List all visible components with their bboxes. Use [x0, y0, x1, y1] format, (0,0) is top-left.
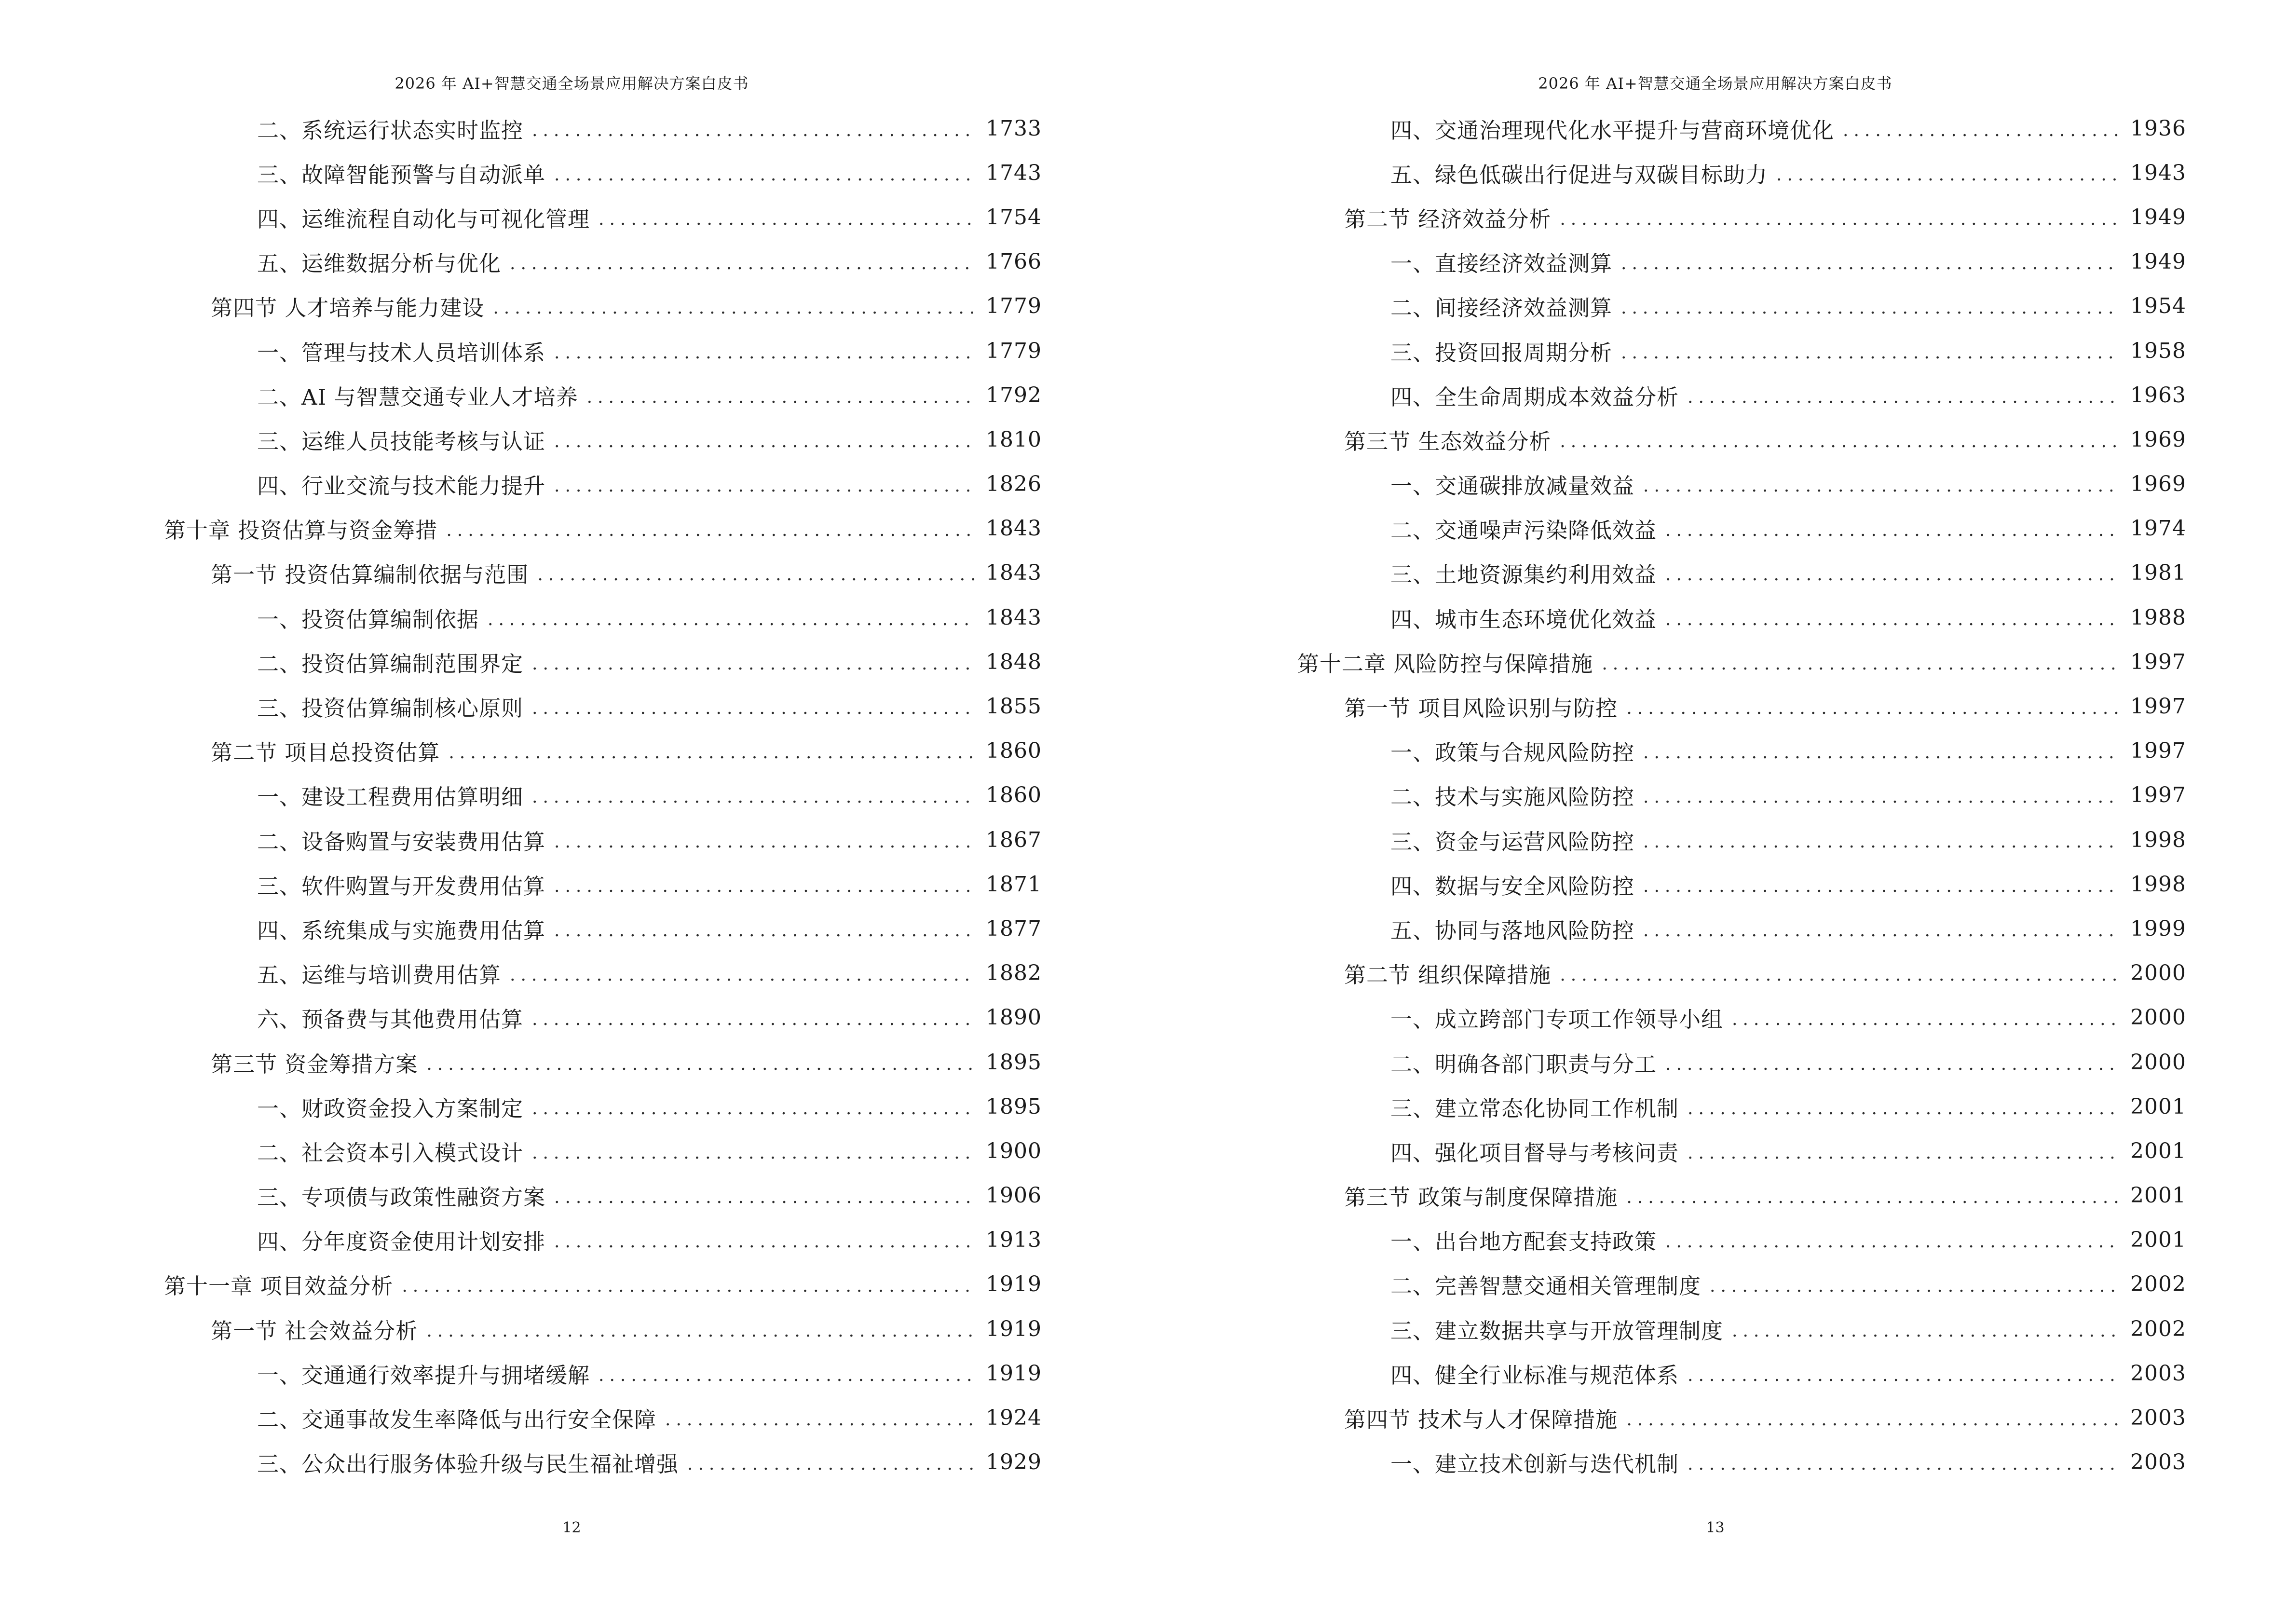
toc-entry-page-number: 1743: [986, 160, 1042, 185]
toc-dot-leader: [532, 1143, 975, 1163]
toc-entry-title: 二、明确各部门职责与分工: [1390, 1051, 1657, 1077]
toc-dot-leader: [554, 832, 975, 852]
toc-entry-page-number: 1906: [986, 1183, 1042, 1208]
toc-entry-page-number: 1919: [986, 1272, 1042, 1297]
toc-entry-page-number: 1792: [986, 382, 1042, 408]
toc-entry-title: 第三节 生态效益分析: [1344, 428, 1552, 454]
toc-entry-title: 一、出台地方配套支持政策: [1390, 1229, 1657, 1255]
toc-page-right: [1144, 0, 2287, 1624]
toc-dot-leader: [532, 121, 975, 140]
toc-dot-leader: [1560, 965, 2120, 985]
toc-dot-leader: [532, 787, 975, 807]
toc-entry-page-number: 2001: [2130, 1228, 2186, 1253]
toc-entry-page-number: 1958: [2130, 338, 2186, 363]
toc-entry-page-number: 1919: [986, 1316, 1042, 1341]
toc-chapter-entry[interactable]: [164, 1262, 1042, 1307]
toc-entry-page-number: 1997: [2130, 649, 2186, 674]
toc-entry-title: 第十章 投资估算与资金筹措: [164, 518, 438, 544]
toc-subsection-entry[interactable]: [164, 684, 1042, 728]
toc-subsection-entry[interactable]: [1297, 862, 2186, 906]
toc-entry-title: 三、专项债与政策性融资方案: [257, 1185, 546, 1211]
toc-subsection-entry[interactable]: [1297, 1351, 2186, 1395]
toc-entry-page-number: 1919: [986, 1361, 1042, 1386]
toc-entry-title: 三、投资估算编制核心原则: [257, 696, 524, 722]
toc-entry-title: 五、运维与培训费用估算: [257, 962, 502, 988]
toc-entry-page-number: 1779: [986, 294, 1042, 319]
toc-subsection-entry[interactable]: [164, 1395, 1042, 1440]
toc-entry-page-number: 1860: [986, 738, 1042, 764]
running-header: 2026 年 AI+智慧交通全场景应用解决方案白皮书: [1538, 74, 1892, 93]
toc-dot-leader: [1621, 298, 2120, 318]
toc-entry-title: 第三节 资金筹措方案: [211, 1051, 418, 1077]
toc-dot-leader: [1688, 387, 2120, 407]
toc-entry-title: 四、健全行业标准与规范体系: [1390, 1362, 1679, 1388]
toc-subsection-entry[interactable]: [1297, 373, 2186, 417]
toc-entry-page-number: 1779: [986, 338, 1042, 363]
toc-entry-page-number: 1900: [986, 1138, 1042, 1163]
toc-entry-title: 四、交通治理现代化水平提升与营商环境优化: [1390, 117, 1835, 143]
toc-subsection-entry[interactable]: [1297, 284, 2186, 328]
toc-entry-page-number: 2002: [2130, 1316, 2186, 1341]
toc-entry-title: 三、建立数据共享与开放管理制度: [1390, 1318, 1724, 1344]
toc-dot-leader: [587, 387, 975, 407]
toc-dot-leader: [1732, 1321, 2120, 1341]
toc-entry-title: 五、协同与落地风险防控: [1390, 917, 1635, 943]
running-header: 2026 年 AI+智慧交通全场景应用解决方案白皮书: [395, 74, 749, 93]
toc-dot-leader: [1665, 1054, 2120, 1074]
toc-dot-leader: [510, 254, 975, 273]
toc-dot-leader: [1688, 1099, 2120, 1119]
toc-entry-title: 二、技术与实施风险防控: [1390, 784, 1635, 810]
toc-entry-title: 第四节 技术与人才保障措施: [1344, 1407, 1618, 1433]
toc-section-entry[interactable]: [1297, 684, 2186, 728]
toc-entry-title: 第四节 人才培养与能力建设: [211, 295, 485, 321]
toc-section-entry[interactable]: [164, 1040, 1042, 1084]
toc-dot-leader: [426, 1054, 975, 1074]
toc-entry-page-number: 1998: [2130, 827, 2186, 852]
toc-entry-title: 三、故障智能预警与自动派单: [257, 162, 546, 188]
toc-dot-leader: [554, 1187, 975, 1207]
toc-subsection-entry[interactable]: [164, 1351, 1042, 1395]
toc-entry-title: 四、分年度资金使用计划安排: [257, 1229, 546, 1255]
toc-entry-page-number: 1997: [2130, 783, 2186, 808]
toc-entry-title: 第十一章 项目效益分析: [164, 1273, 394, 1299]
toc-entry-page-number: 1997: [2130, 694, 2186, 719]
toc-dot-leader: [554, 1232, 975, 1252]
toc-entry-title: 二、设备购置与安装费用估算: [257, 829, 546, 855]
toc-entry-title: 一、直接经济效益测算: [1390, 251, 1613, 277]
toc-entry-title: 三、投资回报周期分析: [1390, 340, 1613, 366]
toc-dot-leader: [1665, 610, 2120, 629]
toc-entry-page-number: 1895: [986, 1050, 1042, 1075]
toc-subsection-entry[interactable]: [164, 462, 1042, 506]
toc-entry-page-number: 2001: [2130, 1183, 2186, 1208]
page-number: 13: [1706, 1519, 1725, 1536]
toc-dot-leader: [1710, 1276, 2120, 1296]
toc-entry-title: 四、全生命周期成本效益分析: [1390, 384, 1679, 410]
toc-dot-leader: [510, 965, 975, 985]
toc-subsection-entry[interactable]: [1297, 595, 2186, 640]
toc-subsection-entry[interactable]: [164, 1218, 1042, 1262]
toc-dot-leader: [1621, 343, 2120, 363]
toc-dot-leader: [1732, 1010, 2120, 1029]
page-number: 12: [562, 1519, 581, 1536]
toc-dot-leader: [1776, 165, 2120, 185]
toc-chapter-entry[interactable]: [164, 506, 1042, 551]
toc-entry-title: 二、完善智慧交通相关管理制度: [1390, 1273, 1702, 1299]
toc-entry-title: 二、间接经济效益测算: [1390, 295, 1613, 321]
toc-dot-leader: [1665, 520, 2120, 540]
toc-dot-leader: [493, 298, 975, 318]
toc-entry-title: 一、成立跨部门专项工作领导小组: [1390, 1007, 1724, 1033]
toc-dot-leader: [1643, 876, 2120, 896]
toc-entry-page-number: 2001: [2130, 1138, 2186, 1163]
toc-entry-title: 四、强化项目督导与考核问责: [1390, 1140, 1679, 1166]
toc-entry-page-number: 1754: [986, 205, 1042, 230]
toc-entry-page-number: 1826: [986, 472, 1042, 497]
toc-entry-title: 一、建立技术创新与迭代机制: [1390, 1451, 1679, 1477]
toc-entry-title: 四、城市生态环境优化效益: [1390, 606, 1657, 632]
toc-dot-leader: [532, 1099, 975, 1119]
toc-dot-leader: [446, 520, 975, 540]
toc-entry-title: 二、交通噪声污染降低效益: [1390, 518, 1657, 544]
toc-entry-title: 三、资金与运营风险防控: [1390, 829, 1635, 855]
toc-entry-page-number: 1733: [986, 116, 1042, 141]
toc-dot-leader: [599, 209, 975, 229]
toc-dot-leader: [1560, 209, 2120, 229]
toc-entry-title: 三、建立常态化协同工作机制: [1390, 1095, 1679, 1121]
toc-subsection-entry[interactable]: [1297, 996, 2186, 1040]
toc-section-entry[interactable]: [1297, 1395, 2186, 1440]
toc-subsection-entry[interactable]: [164, 1174, 1042, 1218]
toc-entry-page-number: 1969: [2130, 427, 2186, 452]
toc-entry-page-number: 2000: [2130, 961, 2186, 986]
toc-dot-leader: [687, 1454, 975, 1474]
toc-entry-page-number: 1974: [2130, 516, 2186, 541]
toc-entry-title: 第一节 项目风险识别与防控: [1344, 696, 1618, 722]
toc-entry-title: 二、社会资本引入模式设计: [257, 1140, 524, 1166]
toc-entry-title: 一、财政资金投入方案制定: [257, 1095, 524, 1121]
toc-section-entry[interactable]: [164, 284, 1042, 328]
toc-subsection-entry[interactable]: [164, 150, 1042, 195]
toc-entry-page-number: 1890: [986, 1005, 1042, 1030]
toc-entry-page-number: 1997: [2130, 738, 2186, 764]
toc-list: [164, 106, 1042, 1485]
toc-dot-leader: [1643, 743, 2120, 763]
toc-entry-page-number: 1943: [2130, 160, 2186, 185]
toc-dot-leader: [1688, 1454, 2120, 1474]
toc-entry-page-number: 1981: [2130, 560, 2186, 586]
toc-entry-title: 一、交通碳排放减量效益: [1390, 473, 1635, 499]
toc-entry-page-number: 2003: [2130, 1450, 2186, 1475]
toc-subsection-entry[interactable]: [164, 195, 1042, 239]
toc-entry-title: 一、投资估算编制依据: [257, 606, 479, 632]
toc-subsection-entry[interactable]: [1297, 1218, 2186, 1262]
toc-subsection-entry[interactable]: [1297, 1129, 2186, 1173]
toc-dot-leader: [1643, 787, 2120, 807]
toc-subsection-entry[interactable]: [1297, 506, 2186, 551]
toc-dot-leader: [1688, 1365, 2120, 1385]
toc-section-entry[interactable]: [1297, 1174, 2186, 1218]
toc-subsection-entry[interactable]: [164, 417, 1042, 462]
toc-subsection-entry[interactable]: [1297, 1440, 2186, 1485]
toc-subsection-entry[interactable]: [1297, 150, 2186, 195]
toc-entry-title: 六、预备费与其他费用估算: [257, 1007, 524, 1033]
toc-entry-page-number: 1843: [986, 560, 1042, 586]
toc-dot-leader: [1665, 565, 2120, 585]
toc-dot-leader: [426, 1321, 975, 1341]
toc-dot-leader: [554, 343, 975, 363]
toc-entry-page-number: 2003: [2130, 1361, 2186, 1386]
toc-subsection-entry[interactable]: [164, 951, 1042, 996]
toc-dot-leader: [1643, 476, 2120, 496]
toc-entry-title: 四、行业交流与技术能力提升: [257, 473, 546, 499]
toc-entry-page-number: 1929: [986, 1450, 1042, 1475]
toc-entry-page-number: 1954: [2130, 294, 2186, 319]
toc-subsection-entry[interactable]: [1297, 729, 2186, 773]
toc-entry-page-number: 1936: [2130, 116, 2186, 141]
toc-dot-leader: [532, 698, 975, 718]
toc-dot-leader: [532, 654, 975, 674]
toc-section-entry[interactable]: [164, 1307, 1042, 1351]
toc-section-entry[interactable]: [1297, 951, 2186, 996]
toc-list: [1297, 106, 2186, 1485]
toc-entry-title: 四、运维流程自动化与可视化管理: [257, 206, 590, 232]
toc-dot-leader: [554, 432, 975, 451]
toc-dot-leader: [532, 1010, 975, 1029]
toc-entry-title: 三、公众出行服务体验升级与民生福祉增强: [257, 1451, 679, 1477]
toc-dot-leader: [1643, 921, 2120, 941]
toc-chapter-entry[interactable]: [1297, 640, 2186, 684]
toc-subsection-entry[interactable]: [164, 906, 1042, 951]
toc-section-entry[interactable]: [164, 729, 1042, 773]
toc-entry-page-number: 1969: [2130, 472, 2186, 497]
toc-entry-title: 第一节 投资估算编制依据与范围: [211, 562, 529, 588]
toc-entry-page-number: 1766: [986, 249, 1042, 274]
toc-entry-page-number: 1924: [986, 1406, 1042, 1431]
toc-subsection-entry[interactable]: [1297, 1307, 2186, 1351]
toc-subsection-entry[interactable]: [164, 996, 1042, 1040]
toc-dot-leader: [554, 165, 975, 185]
toc-entry-title: 第十二章 风险防控与保障措施: [1297, 651, 1593, 677]
toc-entry-title: 第三节 政策与制度保障措施: [1344, 1185, 1618, 1211]
toc-subsection-entry[interactable]: [1297, 1262, 2186, 1307]
toc-entry-page-number: 2000: [2130, 1005, 2186, 1030]
toc-dot-leader: [554, 476, 975, 496]
toc-dot-leader: [599, 1365, 975, 1385]
toc-entry-title: 二、交通事故发生率降低与出行安全保障: [257, 1407, 657, 1433]
toc-section-entry[interactable]: [164, 551, 1042, 595]
toc-entry-page-number: 1848: [986, 649, 1042, 674]
toc-dot-leader: [449, 743, 975, 763]
toc-entry-title: 第二节 经济效益分析: [1344, 206, 1552, 232]
toc-entry-page-number: 1882: [986, 961, 1042, 986]
toc-subsection-entry[interactable]: [164, 1440, 1042, 1485]
toc-entry-page-number: 1913: [986, 1228, 1042, 1253]
toc-entry-title: 三、土地资源集约利用效益: [1390, 562, 1657, 588]
toc-subsection-entry[interactable]: [164, 106, 1042, 150]
toc-subsection-entry[interactable]: [164, 1084, 1042, 1129]
toc-dot-leader: [402, 1276, 975, 1296]
toc-subsection-entry[interactable]: [164, 595, 1042, 640]
toc-dot-leader: [1643, 832, 2120, 852]
toc-entry-page-number: 1949: [2130, 249, 2186, 274]
toc-section-entry[interactable]: [1297, 417, 2186, 462]
toc-subsection-entry[interactable]: [1297, 906, 2186, 951]
toc-dot-leader: [1602, 654, 2120, 674]
toc-entry-title: 五、绿色低碳出行促进与双碳目标助力: [1390, 162, 1768, 188]
toc-dot-leader: [1665, 1232, 2120, 1252]
toc-subsection-entry[interactable]: [1297, 1040, 2186, 1084]
toc-entry-title: 五、运维数据分析与优化: [257, 251, 502, 277]
toc-entry-title: 一、政策与合规风险防控: [1390, 740, 1635, 766]
toc-entry-page-number: 1895: [986, 1094, 1042, 1119]
toc-subsection-entry[interactable]: [1297, 462, 2186, 506]
toc-subsection-entry[interactable]: [1297, 328, 2186, 373]
toc-section-entry[interactable]: [1297, 195, 2186, 239]
toc-entry-page-number: 1810: [986, 427, 1042, 452]
toc-subsection-entry[interactable]: [1297, 773, 2186, 818]
toc-subsection-entry[interactable]: [164, 373, 1042, 417]
toc-entry-page-number: 1871: [986, 872, 1042, 897]
toc-dot-leader: [1626, 1187, 2120, 1207]
toc-subsection-entry[interactable]: [164, 818, 1042, 862]
toc-subsection-entry[interactable]: [164, 1129, 1042, 1173]
toc-entry-title: 一、建设工程费用估算明细: [257, 784, 524, 810]
toc-dot-leader: [1843, 121, 2120, 140]
toc-entry-title: 第一节 社会效益分析: [211, 1318, 418, 1344]
toc-entry-page-number: 1860: [986, 783, 1042, 808]
toc-dot-leader: [488, 610, 975, 629]
toc-entry-page-number: 1877: [986, 916, 1042, 941]
toc-entry-title: 三、运维人员技能考核与认证: [257, 428, 546, 454]
toc-subsection-entry[interactable]: [1297, 1084, 2186, 1129]
toc-dot-leader: [1688, 1143, 2120, 1163]
toc-dot-leader: [554, 921, 975, 941]
toc-subsection-entry[interactable]: [1297, 106, 2186, 150]
toc-entry-page-number: 2001: [2130, 1094, 2186, 1119]
toc-entry-title: 一、交通通行效率提升与拥堵缓解: [257, 1362, 590, 1388]
toc-dot-leader: [537, 565, 975, 585]
toc-entry-title: 三、软件购置与开发费用估算: [257, 873, 546, 899]
toc-entry-title: 二、AI 与智慧交通专业人才培养: [257, 384, 578, 410]
toc-entry-page-number: 2002: [2130, 1272, 2186, 1297]
toc-entry-page-number: 1988: [2130, 605, 2186, 630]
toc-entry-page-number: 1998: [2130, 872, 2186, 897]
toc-entry-page-number: 2000: [2130, 1050, 2186, 1075]
toc-subsection-entry[interactable]: [164, 862, 1042, 906]
toc-entry-page-number: 1843: [986, 516, 1042, 541]
toc-subsection-entry[interactable]: [164, 328, 1042, 373]
toc-entry-title: 一、管理与技术人员培训体系: [257, 340, 546, 366]
toc-subsection-entry[interactable]: [164, 773, 1042, 818]
toc-dot-leader: [1626, 698, 2120, 718]
toc-subsection-entry[interactable]: [1297, 240, 2186, 284]
toc-dot-leader: [1560, 432, 2120, 451]
toc-entry-page-number: 1855: [986, 694, 1042, 719]
toc-entry-title: 四、系统集成与实施费用估算: [257, 917, 546, 943]
toc-entry-title: 第二节 项目总投资估算: [211, 740, 440, 766]
toc-entry-page-number: 2003: [2130, 1406, 2186, 1431]
toc-entry-title: 二、投资估算编制范围界定: [257, 651, 524, 677]
toc-entry-page-number: 1867: [986, 827, 1042, 852]
toc-entry-page-number: 1963: [2130, 382, 2186, 408]
toc-dot-leader: [1621, 254, 2120, 273]
toc-dot-leader: [665, 1410, 975, 1430]
toc-subsection-entry[interactable]: [1297, 818, 2186, 862]
toc-subsection-entry[interactable]: [1297, 551, 2186, 595]
toc-subsection-entry[interactable]: [164, 240, 1042, 284]
toc-entry-page-number: 1999: [2130, 916, 2186, 941]
toc-entry-title: 第二节 组织保障措施: [1344, 962, 1552, 988]
toc-entry-title: 二、系统运行状态实时监控: [257, 117, 524, 143]
toc-subsection-entry[interactable]: [164, 640, 1042, 684]
toc-dot-leader: [554, 876, 975, 896]
toc-entry-title: 四、数据与安全风险防控: [1390, 873, 1635, 899]
toc-dot-leader: [1626, 1410, 2120, 1430]
toc-entry-page-number: 1843: [986, 605, 1042, 630]
toc-entry-page-number: 1949: [2130, 205, 2186, 230]
